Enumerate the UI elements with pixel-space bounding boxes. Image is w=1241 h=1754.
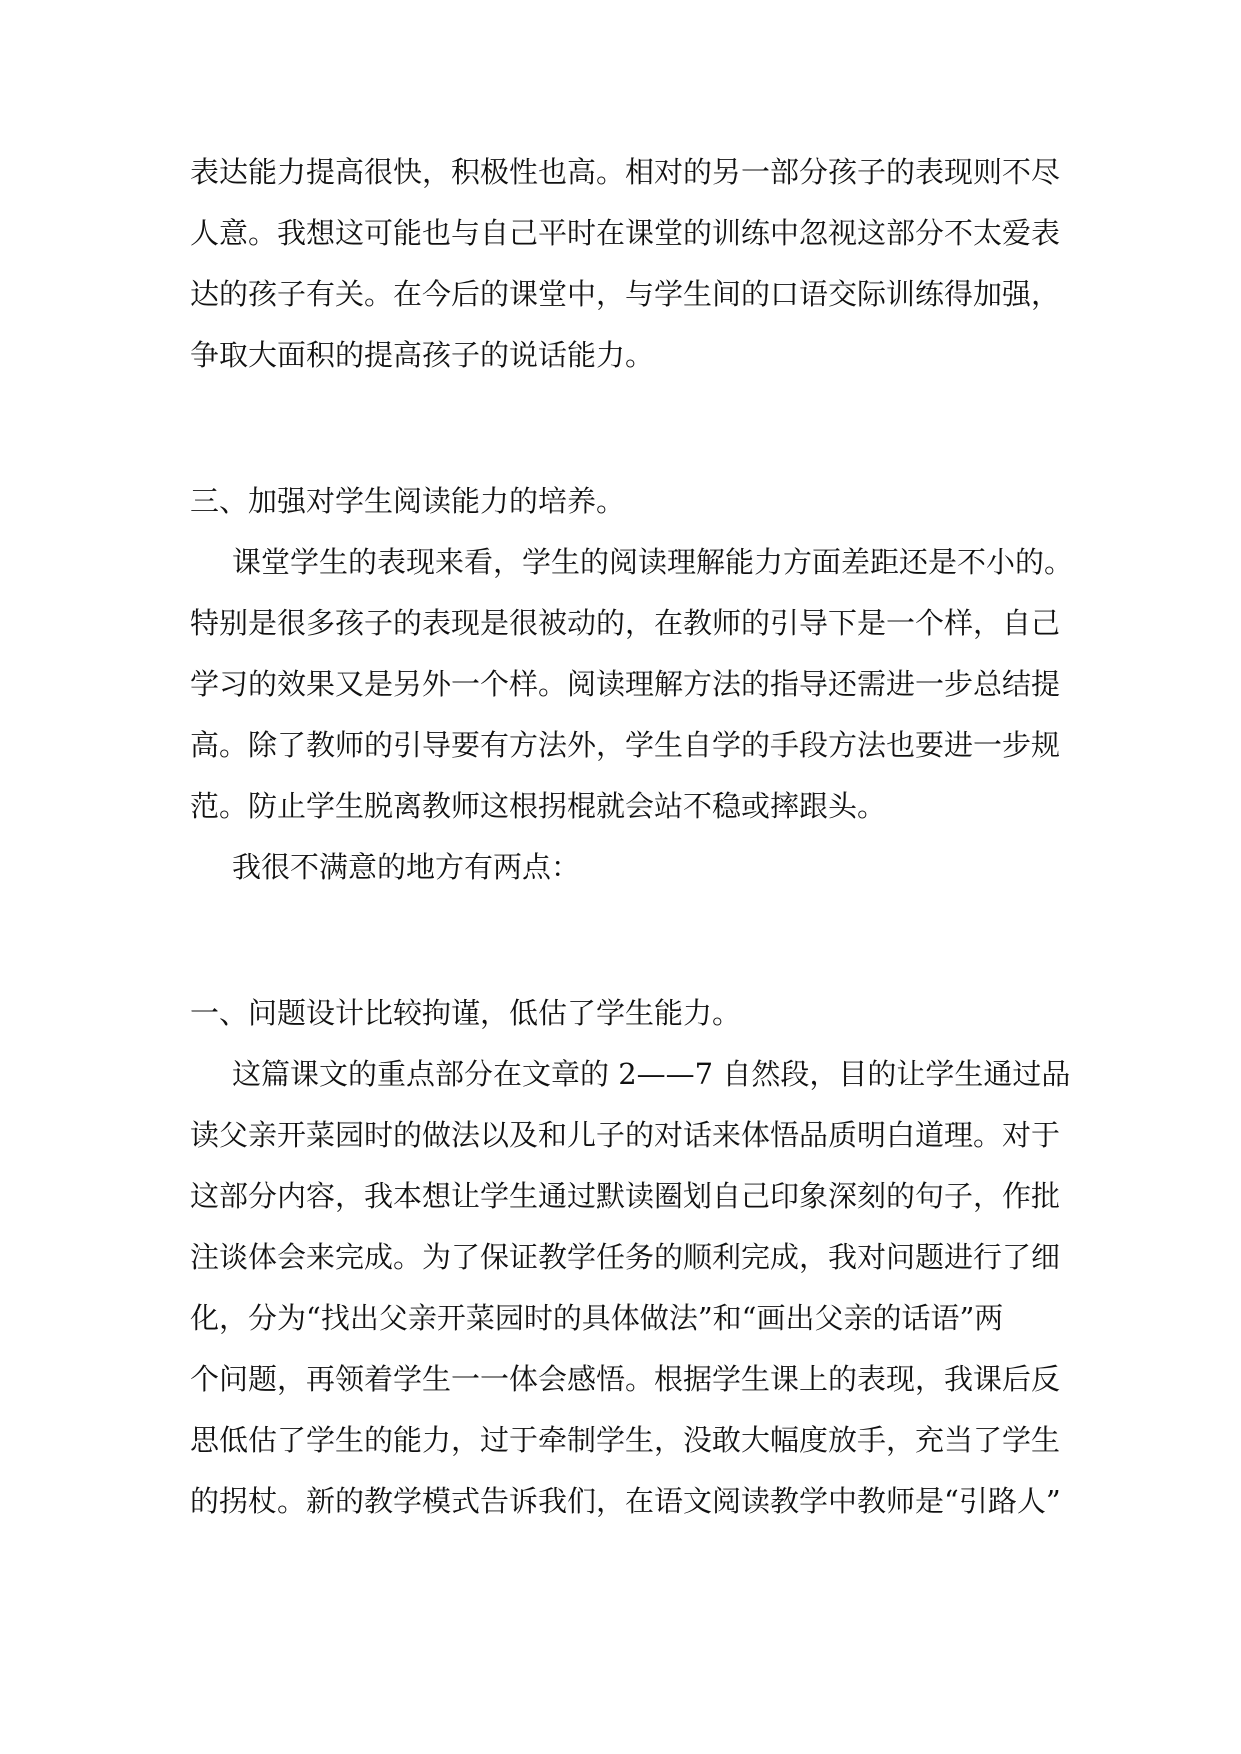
body-text-line: 这篇课文的重点部分在文章的 2——7 自然段，目的让学生通过品 <box>232 1057 1071 1091</box>
body-text-line: 范。防止学生脱离教师这根拐棍就会站不稳或摔跟头。 <box>190 789 887 823</box>
body-text-line: 达的孩子有关。在今后的课堂中，与学生间的口语交际训练得加强， <box>190 277 1061 311</box>
section-heading: 一、问题设计比较拘谨，低估了学生能力。 <box>190 996 742 1030</box>
body-text-line: 注谈体会来完成。为了保证教学任务的顺利完成，我对问题进行了细 <box>190 1240 1061 1274</box>
body-text-line: 争取大面积的提高孩子的说话能力。 <box>190 338 655 372</box>
section-heading: 三、加强对学生阅读能力的培养。 <box>190 484 626 518</box>
body-text-line: 我很不满意的地方有两点： <box>232 850 581 884</box>
body-text-line: 高。除了教师的引导要有方法外，学生自学的手段方法也要进一步规 <box>190 728 1061 762</box>
body-text-line: 读父亲开菜园时的做法以及和儿子的对话来体悟品质明白道理。对于 <box>190 1118 1061 1152</box>
body-text-line: 人意。我想这可能也与自己平时在课堂的训练中忽视这部分不太爱表 <box>190 216 1061 250</box>
body-text-line: 表达能力提高很快，积极性也高。相对的另一部分孩子的表现则不尽 <box>190 155 1061 189</box>
body-text-line: 学习的效果又是另外一个样。阅读理解方法的指导还需进一步总结提 <box>190 667 1061 701</box>
body-text-line: 化，分为“找出父亲开菜园时的具体做法”和“画出父亲的话语”两 <box>190 1301 1004 1335</box>
body-text-line: 思低估了学生的能力，过于牵制学生，没敢大幅度放手，充当了学生 <box>190 1423 1061 1457</box>
body-text-line: 特别是很多孩子的表现是很被动的，在教师的引导下是一个样，自己 <box>190 606 1061 640</box>
body-text-line: 的拐杖。新的教学模式告诉我们，在语文阅读教学中教师是“引路人” <box>190 1484 1061 1518</box>
body-text-line: 这部分内容，我本想让学生通过默读圈划自己印象深刻的句子，作批 <box>190 1179 1061 1213</box>
body-text-line: 课堂学生的表现来看，学生的阅读理解能力方面差距还是不小的。 <box>232 545 1074 579</box>
body-text-line: 个问题，再领着学生一一体会感悟。根据学生课上的表现，我课后反 <box>190 1362 1061 1396</box>
